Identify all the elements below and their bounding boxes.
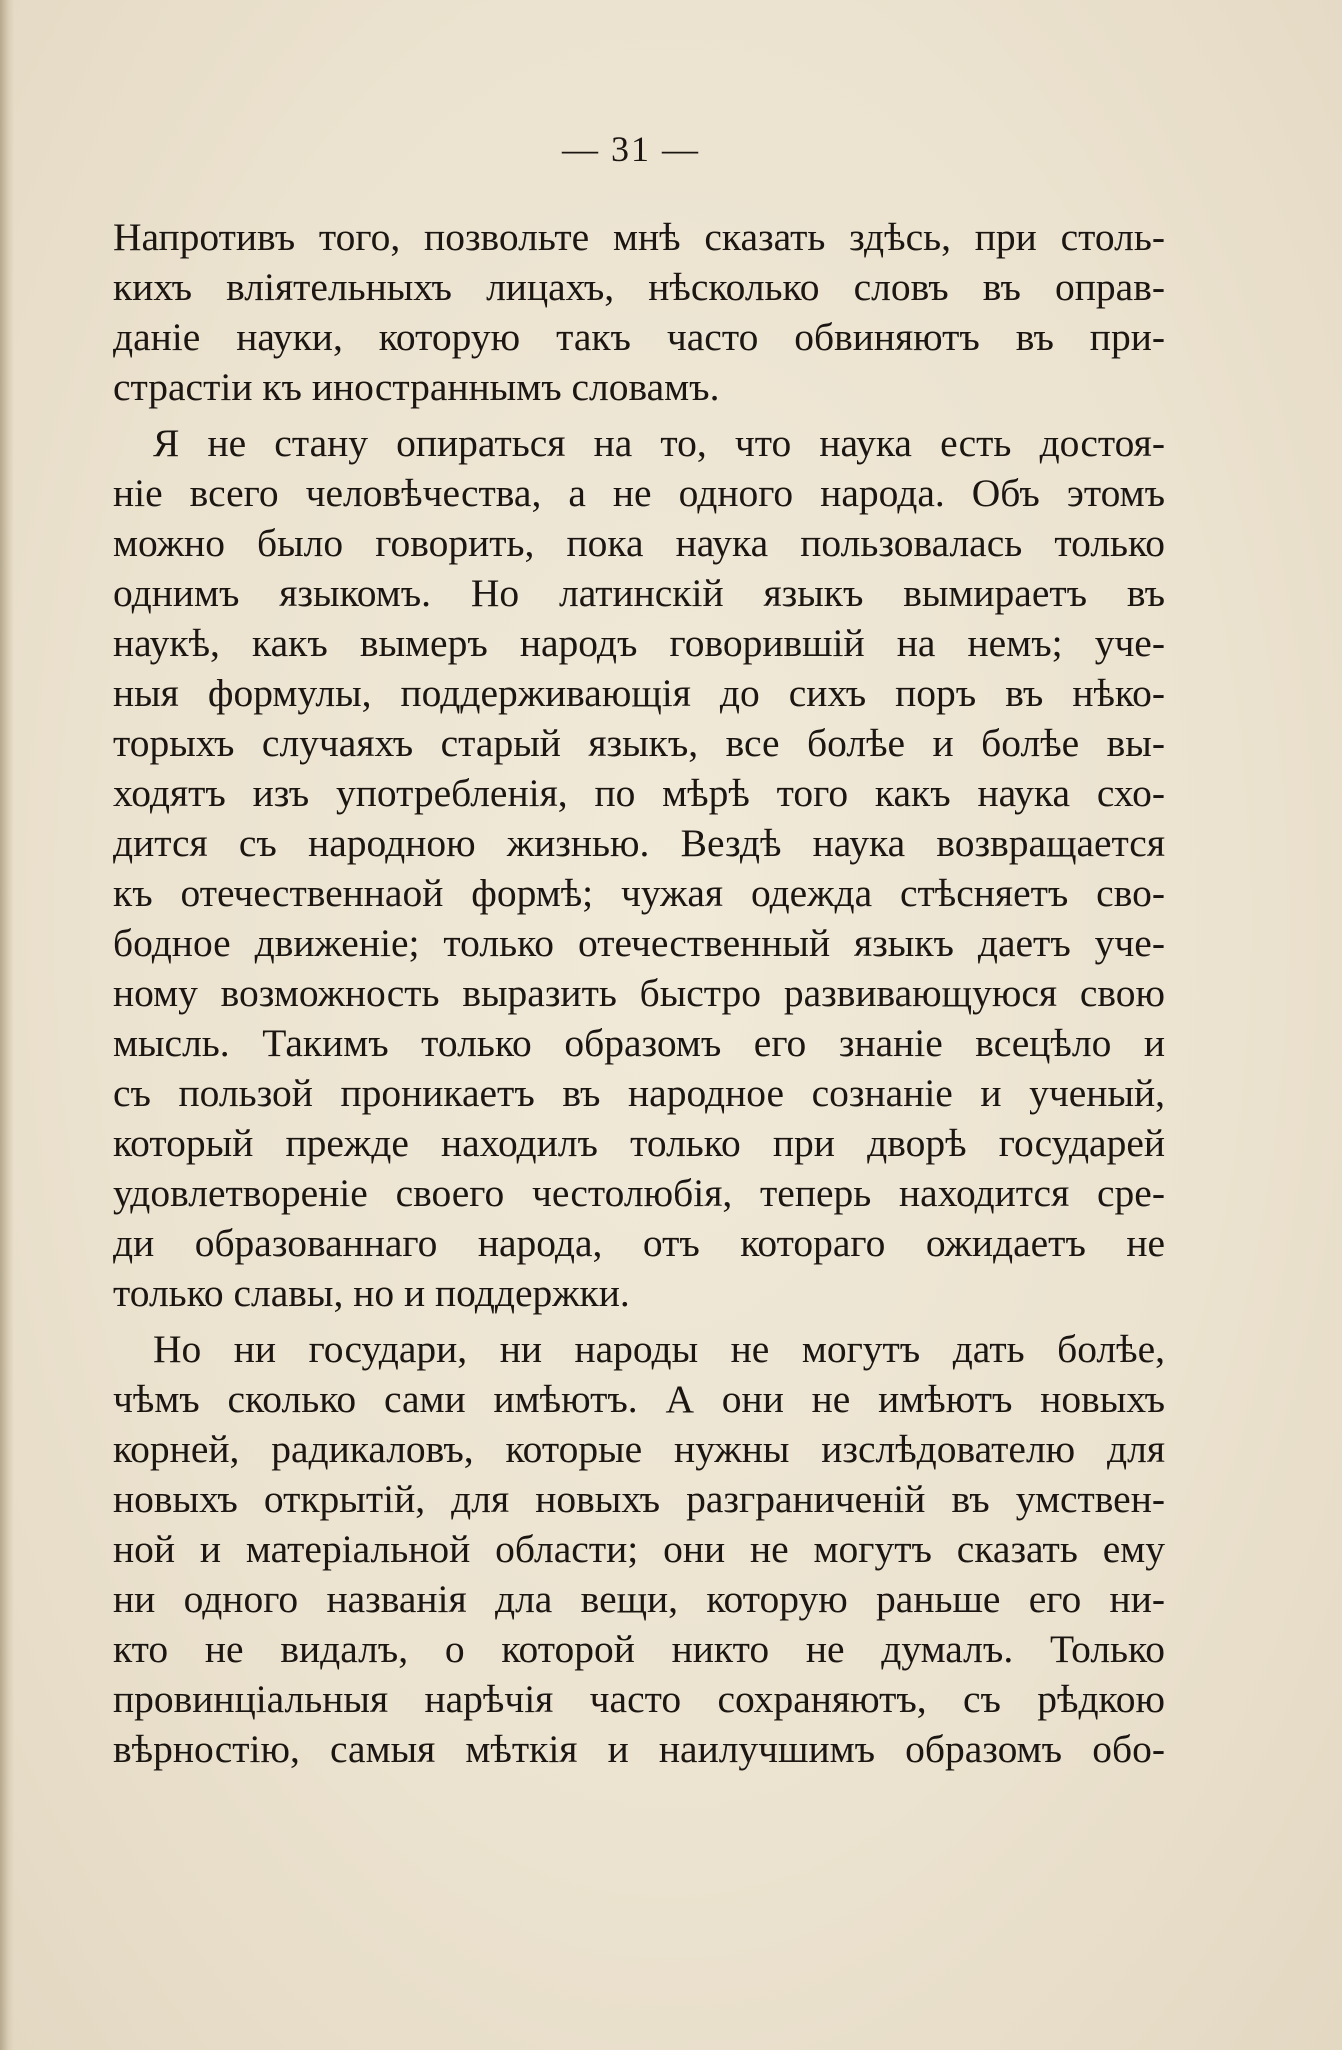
text-line: съ пользой проникаетъ въ народное сознаніе и ученый, — [113, 1071, 1165, 1115]
text-line: кто не видалъ, о которой никто не думалъ. Только — [113, 1627, 1165, 1671]
text-line: даніе науки, которую такъ часто обвиняютъ въ при- — [113, 315, 1165, 359]
page-number: — 31 — — [562, 129, 700, 169]
text-line: торыхъ случаяхъ старый языкъ, все болѣе и болѣе вы- — [113, 721, 1165, 765]
text-line: ни одного названія дла вещи, которую раньше его ни- — [113, 1577, 1165, 1621]
text-line: Я не стану опираться на то, что наука есть достоя- — [153, 421, 1165, 465]
paragraph — [113, 212, 1165, 412]
text-line: можно было говорить, пока наука пользовалась только — [113, 521, 1165, 565]
book-spine-shadow — [0, 0, 14, 2050]
paragraph — [113, 1324, 1165, 1774]
paragraph — [113, 418, 1165, 1318]
text-line: ходятъ изъ употребленія, по мѣрѣ того какъ наука схо- — [113, 771, 1165, 815]
text-line: новыхъ открытій, для новыхъ разграниченій въ умствен- — [113, 1477, 1165, 1521]
text-line: ному возможность выразить быстро развивающуюся свою — [113, 971, 1165, 1015]
body-text — [113, 212, 1165, 1774]
text-line: ныя формулы, поддерживающія до сихъ поръ въ нѣко- — [113, 671, 1165, 715]
text-line: который прежде находилъ только при дворѣ государей — [113, 1121, 1165, 1165]
text-line: кихъ вліятельныхъ лицахъ, нѣсколько словъ въ оправ- — [113, 265, 1165, 309]
text-line: Но ни государи, ни народы не могутъ дать болѣе, — [153, 1327, 1165, 1371]
text-line: удовлетвореніе своего честолюбія, теперь находится сре- — [113, 1171, 1165, 1215]
text-line: однимъ языкомъ. Но латинскій языкъ вымираетъ въ — [113, 571, 1165, 615]
text-line: страстіи къ иностраннымъ словамъ. — [113, 365, 720, 409]
text-line: корней, радикаловъ, которые нужны изслѣдователю для — [113, 1427, 1165, 1471]
text-line: ди образованнаго народа, отъ котораго ожидаетъ не — [113, 1221, 1165, 1265]
text-line: дится съ народною жизнью. Вездѣ наука возвращается — [113, 821, 1165, 865]
text-line: провинціальныя нарѣчія часто сохраняютъ, съ рѣдкою — [113, 1677, 1165, 1721]
text-line: Напротивъ того, позвольте мнѣ сказать здѣсь, при столь- — [113, 215, 1165, 259]
text-line: ной и матеріальной области; они не могутъ сказать ему — [113, 1527, 1165, 1571]
text-line: вѣрностію, самыя мѣткія и наилучшимъ образомъ обо- — [113, 1727, 1165, 1771]
text-line: ніе всего человѣчества, а не одного народа. Объ этомъ — [113, 471, 1165, 515]
text-line: наукѣ, какъ вымеръ народъ говорившій на немъ; уче- — [113, 621, 1165, 665]
text-line: чѣмъ сколько сами имѣютъ. А они не имѣютъ новыхъ — [113, 1377, 1165, 1421]
text-line: бодное движеніе; только отечественный языкъ даетъ уче- — [113, 921, 1165, 965]
text-line: мысль. Такимъ только образомъ его знаніе всецѣло и — [113, 1021, 1165, 1065]
text-line: только славы, но и поддержки. — [113, 1271, 630, 1315]
text-line: къ отечественнаой формѣ; чужая одежда стѣсняетъ сво- — [113, 871, 1165, 915]
paragraph-list — [113, 212, 1165, 1774]
